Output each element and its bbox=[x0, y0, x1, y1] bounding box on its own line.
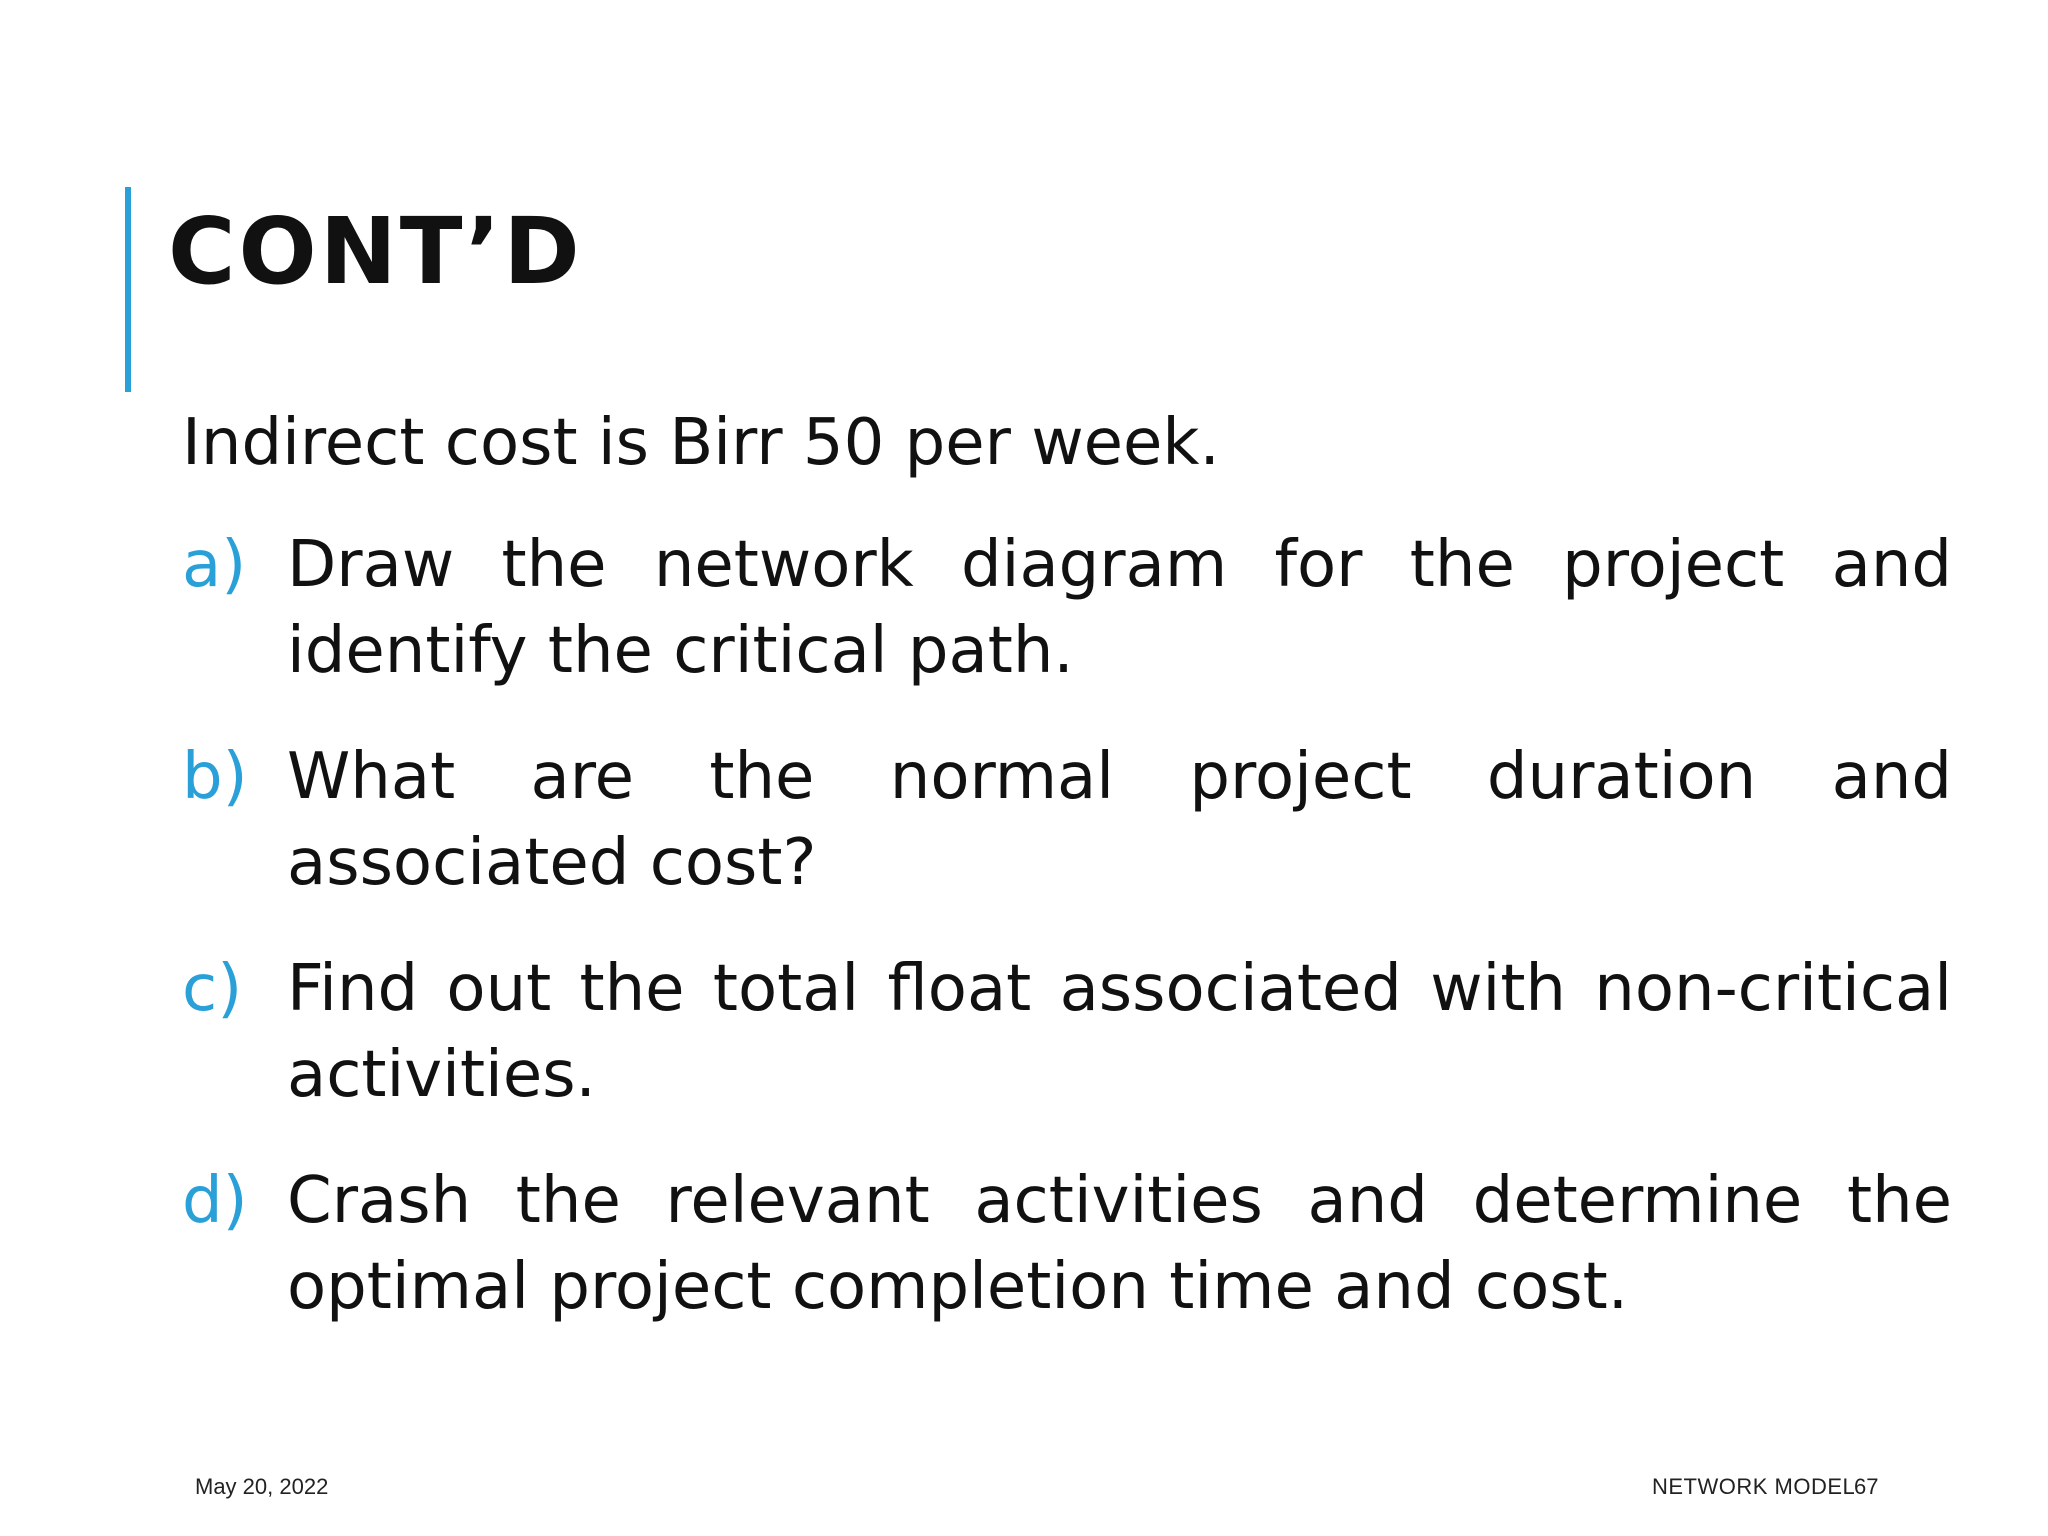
question-text: What are the normal project duration and associated cost? bbox=[287, 740, 1952, 900]
question-item-a bbox=[182, 522, 1952, 694]
question-text: Find out the total float associated with non-critical activities. bbox=[287, 952, 1952, 1112]
question-list bbox=[182, 522, 1952, 1330]
slide-title: CONT’D bbox=[168, 198, 583, 305]
question-item-d bbox=[182, 1158, 1952, 1330]
footer-date: May 20, 2022 bbox=[195, 1474, 329, 1499]
intro-text: Indirect cost is Birr 50 per week. bbox=[182, 406, 1220, 480]
slide-content bbox=[182, 400, 1952, 1370]
title-accent-bar bbox=[125, 187, 131, 392]
question-marker: a) bbox=[182, 528, 247, 602]
question-marker: c) bbox=[182, 952, 243, 1026]
footer-section-name: NETWORK MODEL bbox=[1652, 1474, 1856, 1499]
question-marker: b) bbox=[182, 740, 248, 814]
question-marker: d) bbox=[182, 1164, 248, 1238]
question-text: Crash the relevant activities and determine the optimal project completion time and cost. bbox=[287, 1164, 1952, 1324]
footer-page-number: 67 bbox=[1854, 1474, 1879, 1499]
question-item-b bbox=[182, 734, 1952, 906]
question-text: Draw the network diagram for the project and identify the critical path. bbox=[287, 528, 1952, 688]
question-item-c bbox=[182, 946, 1952, 1118]
